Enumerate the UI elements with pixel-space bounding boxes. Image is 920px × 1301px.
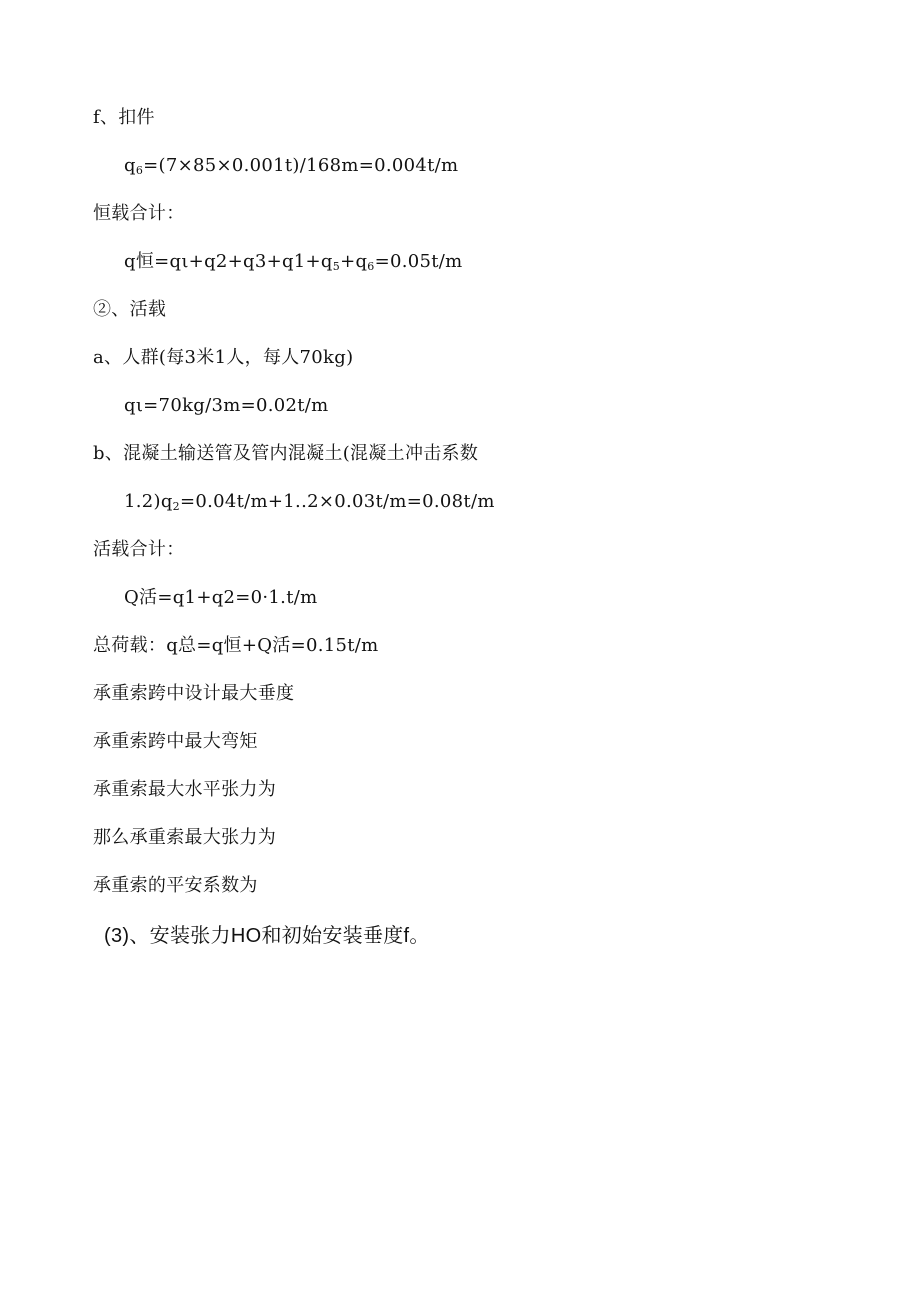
- formula-dead-load-part2: +q: [340, 251, 368, 272]
- formula-dead-load-part3: =0.05t/m: [374, 251, 463, 272]
- formula-q6: [124, 154, 458, 178]
- text-safety-factor: 承重索的平安系数为: [93, 875, 258, 896]
- item-crowd-load: a、人群(每3米1人，每人70kg): [93, 347, 354, 368]
- item-concrete-pipe-load: b、混凝土输送管及管内混凝土(混凝土冲击系数: [93, 443, 479, 464]
- text-max-horizontal-tension: 承重索最大水平张力为: [93, 779, 276, 800]
- formula-live-load-total: Q活=q1+q2=0·1.t/m: [124, 587, 318, 608]
- formula-q2-part2: =0.04t/m+1..2×0.03t/m=0.08t/m: [179, 491, 495, 512]
- formula-q6-symbol: q: [124, 155, 136, 176]
- formula-q6-expression: =(7×85×0.001t)/168m=0.004t/m: [143, 155, 459, 176]
- formula-q6-subscript: 6: [135, 164, 144, 177]
- formula-crowd-load: qι=70kg/3m=0.02t/m: [124, 395, 329, 416]
- text-max-moment: 承重索跨中最大弯矩: [93, 731, 258, 752]
- heading-installation-tension: (3)、安装张力HO和初始安装垂度f。: [104, 925, 430, 947]
- formula-dead-load-part1: q恒=qι+q2+q3+q1+q: [124, 251, 333, 272]
- formula-dead-load-sub6: 6: [367, 260, 375, 273]
- heading-live-load: ②、活载: [93, 299, 167, 320]
- formula-dead-load-total: [124, 250, 463, 274]
- formula-concrete-pipe-load: [124, 490, 495, 514]
- text-max-tension: 那么承重索最大张力为: [93, 827, 276, 848]
- total-load-line: 总荷载：q总=q恒+Q活=0.15t/m: [93, 635, 379, 656]
- heading-dead-load-total: 恒载合计：: [93, 203, 185, 224]
- heading-live-load-total: 活载合计：: [93, 539, 185, 560]
- formula-dead-load-sub5: 5: [332, 260, 341, 273]
- heading-fasteners: f、扣件: [93, 107, 155, 128]
- formula-q2-part1: 1.2)q: [124, 491, 173, 512]
- formula-q2-subscript: 2: [172, 500, 180, 513]
- text-max-sag: 承重索跨中设计最大垂度: [93, 683, 295, 704]
